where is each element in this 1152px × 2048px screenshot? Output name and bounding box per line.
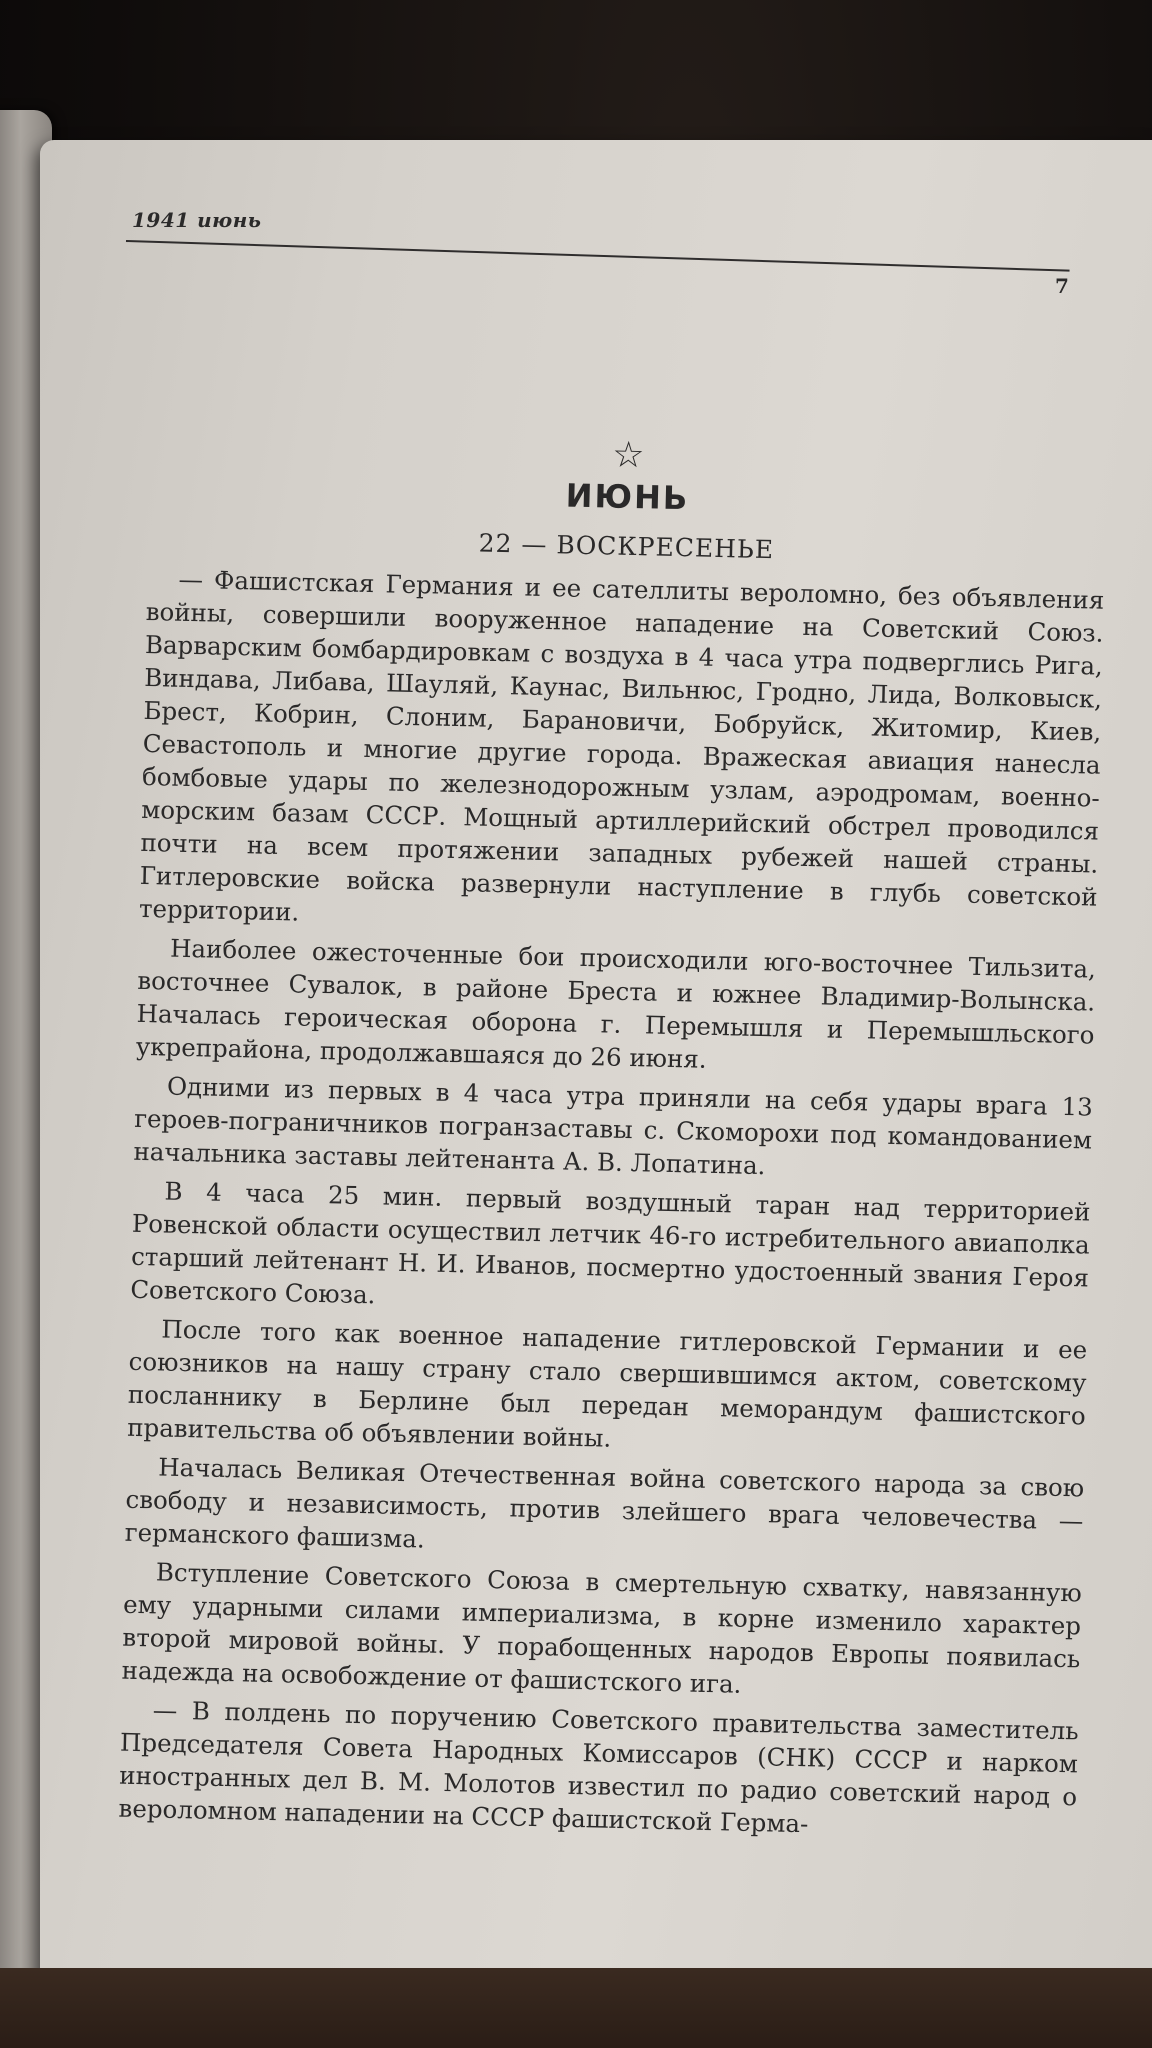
paragraph: В 4 часа 25 мин. первый воздушный таран над территорией Ровенской области осуществил летчик 46-го истребительного авиаполка старший лейтенант Н. И. Иванов, посмертно удостоенный звания Героя Советского Союза. [130,1176,1091,1310]
day-title: 22 — ВОСКРЕСЕНЬЕ [478,528,775,565]
paragraph: — Фашистская Германия и ее сателлиты вероломно, без объявления войны, совершили вооруженное нападение на Советский Союз. Варварским бомбардировкам с воздуха в 4 часа утра подверглись Рига, Виндава, Либава, Шауляй, Каунас, Вильнюс, Гродно, Лида, Волковыск, Брест, Кобрин, Слоним, Барановичи, Бобруйск, Житомир, Киев, Севастополь и многие другие города. Вражеская авиация нанесла бомбовые удары по железнодорожным узлам, аэродромам, военно-морским базам СССР. Мощный артиллерийский обстрел проводился почти на всем протяжении западных рубежей нашей страны. Гитлеровские войска развернули наступление в глубь советской территории. [138,564,1105,927]
table-surface [0,1968,1152,2048]
month-title: ИЮНЬ [565,476,690,518]
paragraph: — В полдень по поручению Советского правительства заместитель Председателя Совета Народных Комиссаров (СНК) СССР и нарком иностранных дел В. М. Молотов известил по радио советский народ о вероломном нападении на СССР фашистской Герма- [118,1695,1079,1839]
paragraph: Наиболее ожесточенные бои происходили юго-восточнее Тильзита, восточнее Сувалок, в районе Бреста и южнее Владимир-Волынска. Началась героическая оборона г. Перемышля и Перемышльского укрепрайона, продолжавшаяся до 26 июня. [135,933,1097,1074]
running-head: 1941 июнь [132,208,262,232]
paragraph: Вступление Советского Союза в смертельную схватку, навязанную ему ударными силами империализма, в корне изменило характер второй мировой войны. У порабощенных народов Европы появилась надежда на освобождение от фашистского ига. [121,1557,1083,1699]
star-icon: ☆ [611,434,646,477]
paragraph: Одними из первых в 4 часа утра приняли на себя удары врага 13 героев-пограничников погранзаставы с. Скоморохи под командованием начальника заставы лейтенанта А. В. Лопатина. [133,1071,1094,1181]
page-content [118,425,1108,1852]
paragraph: Началась Великая Отечественная война советского народа за свою свободу и независимость, против злейшего врага человечества — германского фашизма. [124,1452,1085,1554]
paragraph: После того как военное нападение гитлеровской Германии и ее союзников на нашу страну стало свершившимся актом, советскому посланнику в Берлине был передан меморандум фашистского правительства об объявлении войны. [126,1314,1088,1453]
page-number: 7 [1055,274,1069,298]
